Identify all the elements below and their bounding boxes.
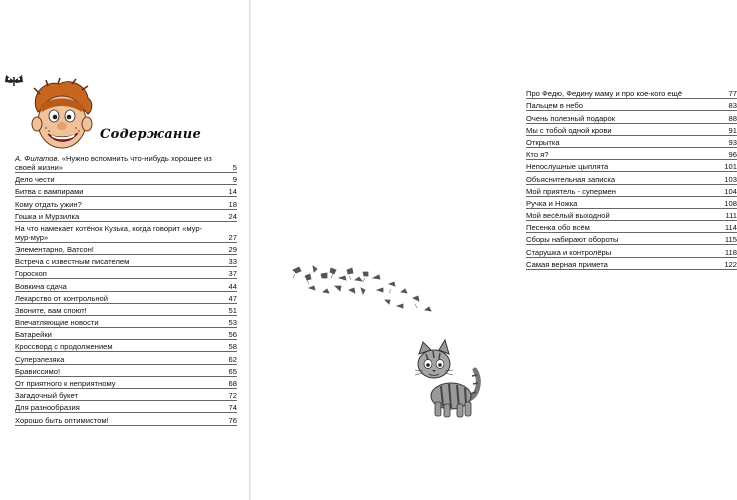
toc-entry xyxy=(526,124,737,136)
toc-entry xyxy=(15,316,237,328)
toc-entry-title: Открытка xyxy=(526,137,560,147)
toc-entry-page: 56 xyxy=(228,330,237,340)
toc-entry-page: 74 xyxy=(228,403,237,413)
toc-entry xyxy=(15,279,237,291)
toc-entry-title: Впечатляющие новости xyxy=(15,318,99,328)
toc-entry xyxy=(526,148,737,160)
toc-entry-page: 96 xyxy=(728,150,737,160)
toc-entry xyxy=(15,340,237,352)
toc-entry xyxy=(526,197,737,209)
toc-entry xyxy=(526,160,737,172)
toc-entry-page: 47 xyxy=(228,293,237,303)
toc-entry-page: 65 xyxy=(228,366,237,376)
toc-entry-title: Старушка и контролёры xyxy=(526,247,612,257)
toc-entry xyxy=(15,401,237,413)
toc-entry xyxy=(526,111,737,123)
boy-face-illustration xyxy=(28,78,96,154)
toc-entry-title: Суперэлезяка xyxy=(15,354,65,364)
toc-entry xyxy=(526,185,737,197)
toc-entry xyxy=(15,389,237,401)
toc-entry xyxy=(15,185,237,197)
toc-entry-title: Звоните, вам споют! xyxy=(15,305,87,315)
toc-entry-title: Сборы набирают обороты xyxy=(526,235,619,245)
toc-entry-page: 83 xyxy=(728,101,737,111)
toc-entry xyxy=(15,352,237,364)
toc-entry-title: Батарейки xyxy=(15,330,52,340)
toc-entry-author: А. Филатов. xyxy=(15,154,60,163)
toc-entry-page: 9 xyxy=(232,175,237,185)
toc-entry-page: 68 xyxy=(228,379,237,388)
toc-entry xyxy=(526,245,737,257)
toc-entry-page: 115 xyxy=(724,235,737,245)
toc-entry-page: 44 xyxy=(228,281,237,291)
toc-entry-title: Кому отдать ужин? xyxy=(15,199,82,209)
toc-entry-title: Элементарно, Ватсон! xyxy=(15,244,94,254)
toc-entry xyxy=(526,221,737,233)
toc-entry-page: 58 xyxy=(228,342,237,352)
toc-entry xyxy=(526,87,737,99)
toc-entry xyxy=(526,209,737,221)
toc-entry xyxy=(15,413,237,425)
toc-entry-title: Кто я? xyxy=(526,150,549,160)
cat-illustration xyxy=(413,340,483,420)
toc-entry-page: 91 xyxy=(728,125,737,135)
toc-entry xyxy=(15,292,237,304)
toc-entry-title: Гошка и Мурзилка xyxy=(15,211,80,221)
toc-entry-page: 5 xyxy=(232,163,237,172)
toc-entry-title: Лекарство от контрольной xyxy=(15,293,108,303)
toc-entry xyxy=(526,136,737,148)
right-page xyxy=(251,0,737,500)
toc-entry-page: 88 xyxy=(728,113,737,123)
toc-entry xyxy=(15,377,237,389)
toc-entry-page: 33 xyxy=(228,257,237,267)
toc-entry-title: Объяснительная записка xyxy=(526,174,616,184)
toc-entry-title: Дело чести xyxy=(15,175,55,185)
toc-entry-page: 24 xyxy=(228,211,237,221)
toc-entry-page: 14 xyxy=(228,187,237,197)
toc-entry-page: 108 xyxy=(724,198,737,208)
toc-entry-page: 51 xyxy=(228,305,237,315)
toc-entry-title: Для разнообразия xyxy=(15,403,80,413)
toc-entry xyxy=(15,152,237,173)
toc-entry xyxy=(526,99,737,111)
toc-entry xyxy=(15,173,237,185)
toc-entry-title: Гороскоп xyxy=(15,269,47,279)
toc-entry xyxy=(15,255,237,267)
toc-entry-page: 29 xyxy=(228,244,237,254)
toc-entry-page: 122 xyxy=(724,259,737,269)
toc-entry-title: Мы с тобой одной крови xyxy=(526,125,612,135)
toc-entry xyxy=(15,267,237,279)
toc-entry-title: На что намекает котёнок Кузька, когда говорит «мур-мур-мур» xyxy=(15,223,203,242)
toc-entry xyxy=(15,210,237,222)
butterfly-icon xyxy=(4,73,24,89)
toc-entry-page: 77 xyxy=(728,89,737,99)
toc-entry-title: Непослушные цыплята xyxy=(526,162,609,172)
toc-entry xyxy=(15,304,237,316)
toc-entry-title: Ручка и Ножка xyxy=(526,198,578,208)
toc-entry-page: 104 xyxy=(724,186,737,196)
toc-entry xyxy=(526,233,737,245)
toc-entry-title: Самая верная примета xyxy=(526,259,608,269)
toc-entry-page: 27 xyxy=(228,232,237,242)
toc-entry-page: 118 xyxy=(724,247,737,257)
toc-entry-title: Про Федю, Федину маму и про кое-кого ещё xyxy=(526,89,683,99)
toc-entry-title: «Нужно вспомнить что-нибудь хорошее из своей жизни» xyxy=(15,154,212,172)
toc-list-left xyxy=(15,152,237,426)
toc-list-right xyxy=(526,87,737,270)
toc-entry-page: 111 xyxy=(725,211,737,221)
toc-entry xyxy=(15,222,237,243)
toc-entry-page: 62 xyxy=(228,354,237,364)
toc-entry-page: 101 xyxy=(724,162,737,172)
toc-entry xyxy=(15,197,237,209)
toc-entry-title: Мой весёлый выходной xyxy=(526,211,610,221)
toc-entry-title: Битва с вампирами xyxy=(15,187,84,197)
left-page xyxy=(0,0,249,500)
toc-entry-page: 76 xyxy=(228,415,237,425)
toc-entry-title: Загадочный букет xyxy=(15,391,78,401)
toc-entry-page: 37 xyxy=(228,269,237,279)
toc-entry-title: Хорошо быть оптимистом! xyxy=(15,415,109,425)
toc-entry-page: 114 xyxy=(724,223,737,233)
toc-entry xyxy=(15,328,237,340)
toc-entry-title: Кроссворд с продолжением xyxy=(15,342,113,352)
toc-entry-title: Пальцем в небо xyxy=(526,101,583,111)
toc-entry-title: Очень полезный подарок xyxy=(526,113,616,123)
toc-entry xyxy=(15,365,237,377)
toc-entry-page: 103 xyxy=(724,174,737,184)
page-title: Содержание xyxy=(100,127,202,142)
toc-entry xyxy=(526,172,737,184)
toc-entry-page: 93 xyxy=(728,137,737,147)
toc-entry-page: 53 xyxy=(228,318,237,328)
toc-entry-title: Встреча с известным писателем xyxy=(15,257,130,267)
toc-entry-page: 18 xyxy=(228,199,237,209)
dancing-bugs-illustration xyxy=(289,262,439,322)
toc-entry-page: 72 xyxy=(228,391,237,401)
toc-entry-title: Вовкина сдача xyxy=(15,281,67,291)
toc-entry xyxy=(15,243,237,255)
toc-entry-title: От приятного к неприятному xyxy=(15,379,116,388)
toc-entry xyxy=(526,258,737,270)
toc-entry-title: Мой приятель - супермен xyxy=(526,186,616,196)
toc-entry-title: Песенка обо всём xyxy=(526,223,590,233)
toc-entry-title: Брависсимо! xyxy=(15,366,61,376)
